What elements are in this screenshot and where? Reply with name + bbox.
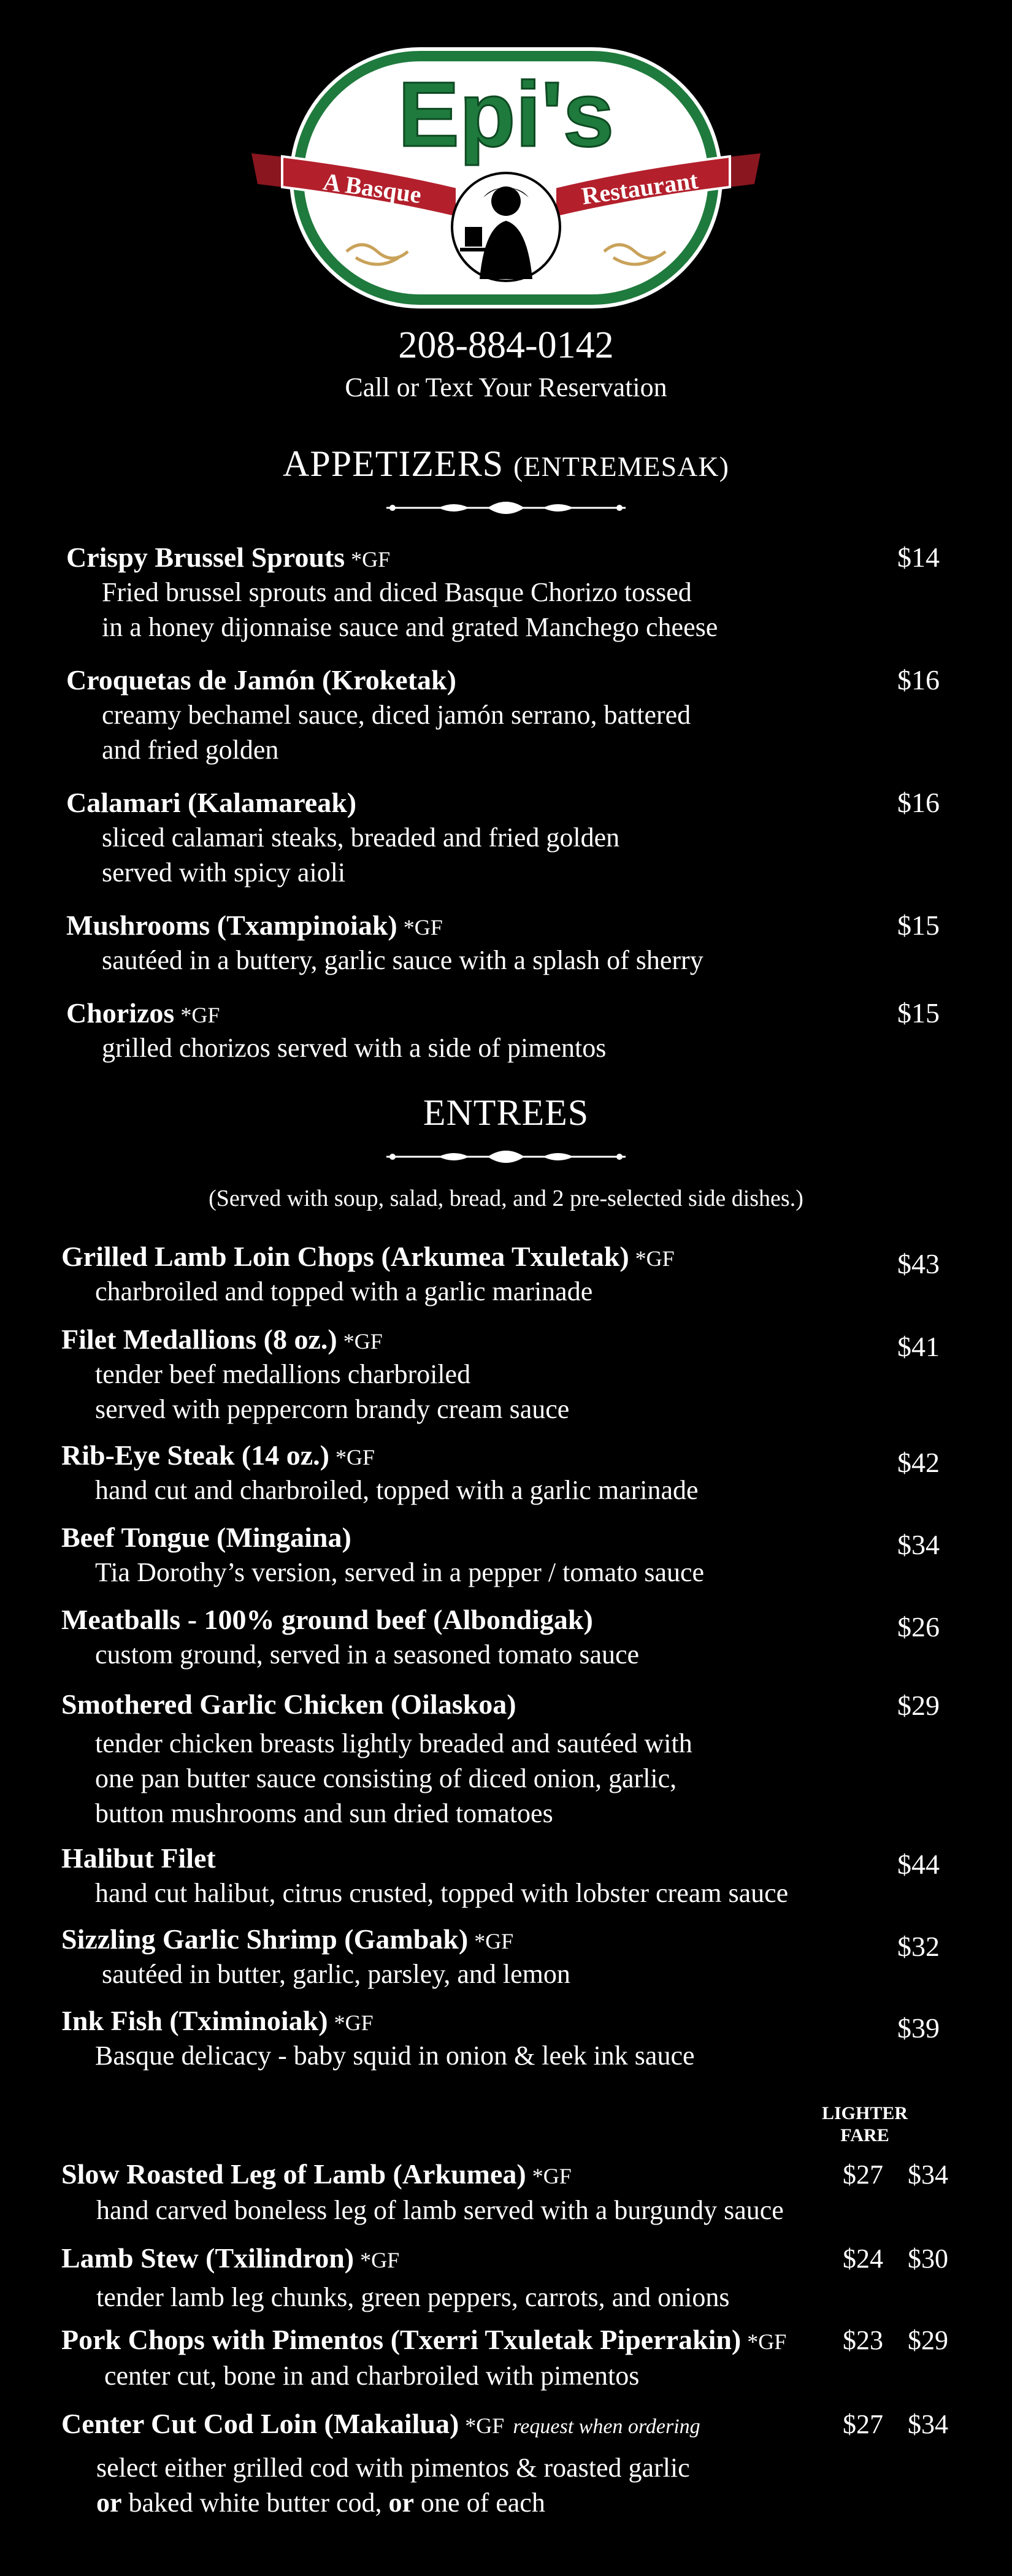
item-name bbox=[66, 664, 456, 696]
banner-left-text: A Basque bbox=[321, 167, 423, 209]
description-line: Tia Dorothy’s version, served in a pepper / tomato sauce bbox=[95, 1557, 705, 1587]
lighter-fare-line2: FARE bbox=[840, 2125, 889, 2145]
item-description bbox=[95, 1726, 692, 1831]
item-title: Croquetas de Jamón (Kroketak) bbox=[66, 664, 456, 696]
description-line bbox=[96, 2485, 690, 2520]
gluten-free-tag: *GF bbox=[635, 1246, 675, 1271]
item-price: $34 bbox=[897, 1529, 940, 1560]
item-description bbox=[102, 575, 718, 645]
appetizers-subtitle: (ENTREMESAK) bbox=[513, 451, 729, 482]
item-name bbox=[61, 1688, 516, 1720]
or-word: or bbox=[96, 2488, 122, 2518]
lighter-fare-label bbox=[810, 2103, 920, 2147]
item-price: $41 bbox=[897, 1331, 940, 1362]
item-price: $29 bbox=[908, 2325, 948, 2355]
item-description bbox=[95, 1357, 569, 1427]
item-description bbox=[95, 1473, 699, 1508]
item-description bbox=[104, 2358, 639, 2393]
item-description bbox=[95, 1555, 704, 1590]
description-line: creamy bechamel sauce, diced jamón serrano, battered bbox=[102, 700, 691, 730]
description-line: served with spicy aioli bbox=[102, 857, 346, 887]
description-line: Fried brussel sprouts and diced Basque Chorizo tossed bbox=[102, 577, 692, 607]
lighter-fare-price: $24 bbox=[843, 2244, 883, 2274]
description-line: one pan butter sauce consisting of diced onion, garlic, bbox=[95, 1763, 677, 1793]
description-line: hand cut and charbroiled, topped with a garlic marinade bbox=[95, 1475, 699, 1505]
item-description bbox=[95, 1274, 592, 1309]
lighter-fare-line1: LIGHTER bbox=[821, 2103, 908, 2123]
item-title: Slow Roasted Leg of Lamb (Arkumea) bbox=[61, 2158, 526, 2190]
item-title: Crispy Brussel Sprouts bbox=[66, 542, 345, 573]
item-price: $44 bbox=[897, 1849, 940, 1880]
item-price: $30 bbox=[908, 2244, 948, 2274]
item-description bbox=[102, 820, 619, 890]
description-line: custom ground, served in a seasoned tomato sauce bbox=[95, 1639, 640, 1669]
item-description bbox=[95, 1637, 639, 1672]
gluten-free-tag: *GF bbox=[335, 1445, 375, 1470]
description-line: hand cut halibut, citrus crusted, topped with lobster cream sauce bbox=[95, 1878, 789, 1908]
item-price: $34 bbox=[908, 2160, 948, 2190]
item-title: Beef Tongue (Mingaina) bbox=[61, 1522, 351, 1553]
item-description bbox=[102, 1030, 606, 1065]
item-title: Smothered Garlic Chicken (Oilaskoa) bbox=[61, 1689, 516, 1720]
item-title: Ink Fish (Tximinoiak) bbox=[61, 2005, 328, 2036]
item-description bbox=[95, 1876, 788, 1911]
item-price: $16 bbox=[897, 664, 940, 696]
waitress-figure-icon bbox=[452, 173, 560, 281]
item-title: Center Cut Cod Loin (Makailua) bbox=[61, 2408, 459, 2439]
appetizers-title: APPETIZERS bbox=[283, 443, 504, 484]
gluten-free-tag: *GF bbox=[532, 2164, 572, 2188]
description-line: Basque delicacy - baby squid in onion & leek ink sauce bbox=[95, 2041, 695, 2071]
description-line: select either grilled cod with pimentos & roasted garlic bbox=[96, 2453, 690, 2483]
banner-right-text: Restaurant bbox=[580, 166, 700, 210]
gluten-free-tag: *GF bbox=[343, 1329, 383, 1354]
item-title: Meatballs - 100% ground beef (Albondigak) bbox=[61, 1604, 593, 1635]
description-line: in a honey dijonnaise sauce and grated Manchego cheese bbox=[102, 612, 718, 642]
item-title: Filet Medallions (8 oz.) bbox=[61, 1324, 337, 1355]
description-line: and fried golden bbox=[102, 735, 279, 765]
item-title: Mushrooms (Txampinoiak) bbox=[66, 910, 397, 941]
description-fragment: baked white butter cod, bbox=[121, 2488, 389, 2518]
item-price: $15 bbox=[897, 910, 940, 941]
restaurant-logo bbox=[239, 43, 773, 313]
item-description bbox=[96, 2193, 784, 2228]
item-name bbox=[61, 2242, 399, 2274]
item-title: Pork Chops with Pimentos (Txerri Txuletak Piperrakin) bbox=[61, 2324, 742, 2355]
logo-wordmark: Epi's bbox=[397, 63, 615, 166]
item-name bbox=[66, 909, 443, 941]
item-description bbox=[102, 943, 703, 978]
item-description bbox=[96, 2280, 729, 2315]
gluten-free-tag: *GF bbox=[403, 915, 443, 940]
item-name bbox=[61, 1923, 513, 1955]
entrees-heading: ENTREES bbox=[423, 1092, 589, 1133]
item-title: Rib-Eye Steak (14 oz.) bbox=[61, 1439, 329, 1471]
gluten-free-tag: *GF bbox=[360, 2248, 400, 2272]
divider-flourish-icon bbox=[380, 1144, 632, 1169]
item-price: $32 bbox=[897, 1931, 940, 1962]
item-price: $43 bbox=[897, 1248, 940, 1279]
gluten-free-tag: *GF bbox=[747, 2329, 787, 2354]
item-name bbox=[61, 1323, 383, 1355]
description-line: tender lamb leg chunks, green peppers, carrots, and onions bbox=[96, 2282, 730, 2312]
description-line: tender beef medallions charbroiled bbox=[95, 1359, 471, 1389]
item-price: $26 bbox=[897, 1611, 940, 1643]
description-line: sautéed in a buttery, garlic sauce with a splash of sherry bbox=[102, 945, 703, 975]
item-price: $15 bbox=[897, 997, 940, 1029]
description-line: tender chicken breasts lightly breaded and sautéed with bbox=[95, 1728, 692, 1758]
item-name bbox=[61, 2004, 374, 2037]
item-name bbox=[61, 2323, 786, 2356]
item-price: $29 bbox=[897, 1690, 940, 1721]
gluten-free-tag: *GF bbox=[180, 1003, 220, 1027]
item-name bbox=[66, 541, 390, 573]
item-name bbox=[66, 786, 356, 819]
entrees-note: (Served with soup, salad, bread, and 2 pre-selected side dishes.) bbox=[209, 1186, 803, 1211]
item-description bbox=[102, 1957, 570, 1991]
description-line: sautéed in butter, garlic, parsley, and lemon bbox=[102, 1959, 570, 1989]
appetizers-heading bbox=[0, 443, 1012, 485]
item-title: Sizzling Garlic Shrimp (Gambak) bbox=[61, 1923, 469, 1955]
lighter-fare-price: $27 bbox=[843, 2160, 883, 2190]
lighter-fare-price: $23 bbox=[843, 2325, 883, 2355]
item-title: Calamari (Kalamareak) bbox=[66, 787, 357, 818]
description-fragment: one of each bbox=[414, 2488, 545, 2518]
item-title: Grilled Lamb Loin Chops (Arkumea Txuletak) bbox=[61, 1241, 629, 1272]
or-word: or bbox=[388, 2488, 415, 2518]
item-description bbox=[96, 2450, 690, 2520]
item-price: $34 bbox=[908, 2409, 948, 2439]
description-line: sliced calamari steaks, breaded and fried golden bbox=[102, 822, 620, 853]
item-name bbox=[61, 2407, 700, 2440]
item-price: $39 bbox=[897, 2012, 940, 2044]
item-price: $16 bbox=[897, 787, 940, 818]
item-price: $14 bbox=[897, 542, 940, 573]
description-line: charbroiled and topped with a garlic marinade bbox=[95, 1276, 593, 1306]
item-title: Halibut Filet bbox=[61, 1842, 216, 1874]
description-line: center cut, bone in and charbroiled with pimentos bbox=[104, 2361, 640, 2391]
reservation-text: Call or Text Your Reservation bbox=[345, 372, 667, 402]
description-line: grilled chorizos served with a side of pimentos bbox=[102, 1033, 607, 1063]
item-price: $42 bbox=[897, 1447, 940, 1478]
item-name bbox=[61, 1842, 216, 1874]
lighter-fare-price: $27 bbox=[843, 2409, 883, 2439]
item-name bbox=[61, 1240, 675, 1273]
item-title: Chorizos bbox=[66, 997, 175, 1029]
item-description bbox=[102, 697, 691, 767]
item-name bbox=[66, 997, 220, 1029]
phone-number[interactable]: 208-884-0142 bbox=[398, 324, 614, 366]
gluten-free-tag: *GF bbox=[351, 547, 391, 572]
item-description bbox=[95, 2038, 695, 2073]
description-line: button mushrooms and sun dried tomatoes bbox=[95, 1798, 553, 1828]
gluten-free-tag: *GF bbox=[474, 1929, 514, 1953]
item-name bbox=[61, 1521, 351, 1554]
item-name bbox=[61, 1439, 375, 1471]
description-line: served with peppercorn brandy cream sauce bbox=[95, 1394, 570, 1424]
divider-flourish-icon bbox=[380, 496, 632, 520]
item-name bbox=[61, 2158, 572, 2190]
description-line: hand carved boneless leg of lamb served with a burgundy sauce bbox=[96, 2195, 784, 2225]
order-note: request when ordering bbox=[513, 2415, 700, 2438]
gluten-free-tag: *GF bbox=[465, 2413, 505, 2438]
item-title: Lamb Stew (Txilindron) bbox=[61, 2242, 355, 2274]
gluten-free-tag: *GF bbox=[334, 2011, 374, 2035]
item-name bbox=[61, 1603, 593, 1636]
